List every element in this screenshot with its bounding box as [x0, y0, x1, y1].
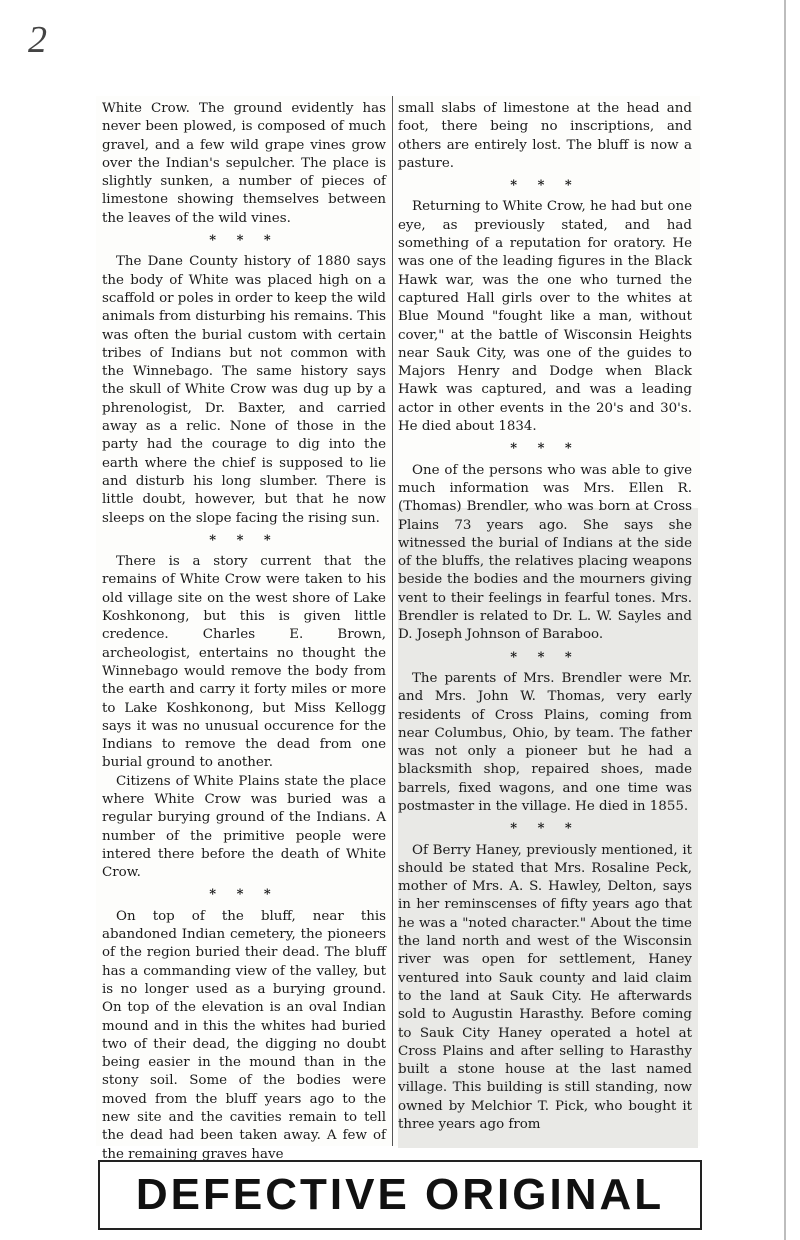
- section-separator: * * *: [510, 649, 580, 665]
- scan-edge: [784, 0, 786, 1240]
- column-rule: [392, 96, 393, 1146]
- article-paragraph: Of Berry Haney, previously mentioned, it should be stated that Mrs. Rosaline Peck, mother of Mrs. A. S. Hawley, Delton, says in her reminscenses of fifty years ago that he was a "noted character." About the time the land north and west of the Wisconsin river was open for settlement, Haney ventured into Sauk county and laid claim to the land at Sauk City. He afterwards sold to Augustin Harasthy. Before coming to Sauk City Haney operated a hotel at Cross Plains and after selling to Harasthy built a stone house at the last named village. This building is still standing, now owned by Melchior T. Pick, who bought it three years ago from: [398, 842, 692, 1133]
- section-separator: * * *: [510, 821, 580, 837]
- left-column: [102, 100, 386, 1164]
- section-separator: * * *: [209, 887, 279, 903]
- article-paragraph: There is a story current that the remains of White Crow were taken to his old village site on the west shore of Lake Koshkonong, but this is given little credence. Charles E. Brown, archeologist, entertains no thought the Winnebago would remove the body from the earth and carry it forty miles or more to Lake Koshkonong, but Miss Kellogg says it was no unusual occurence for the Indians to remove the dead from one burial ground to another.: [102, 554, 386, 771]
- article-paragraph: The Dane County history of 1880 says the body of White was placed high on a scaffold or poles in order to keep the wild animals from disturbing his remains. This was often the burial custom with certain tribes of Indians but not common with the Winnebago. The same history says the skull of White Crow was dug up by a phrenologist, Dr. Baxter, and carried away as a relic. None of those in the party had the courage to dig into the earth where the chief is supposed to lie and disturb his long slumber. There is little doubt, however, but that he now sleeps on the slope facing the rising sun.: [102, 254, 386, 526]
- section-separator: * * *: [510, 441, 580, 457]
- article-paragraph: The parents of Mrs. Brendler were Mr. and Mrs. John W. Thomas, very early residents of Cross Plains, coming from near Columbus, Ohio, by team. The father was not only a pioneer but he had a blacksmith shop, repaired shoes, made barrels, fixed wagons, and one time was postmaster in the village. He died in 1855.: [398, 670, 692, 814]
- page-number: 2: [28, 19, 47, 61]
- article-paragraph: On top of the bluff, near this abandoned Indian cemetery, the pioneers of the region buried their dead. The bluff has a commanding view of the valley, but is no longer used as a burying ground. On top of the elevation is an oval Indian mound and in this the whites had buried two of their dead, the digging no doubt being easier in the mound than in the stony soil. Some of the bodies were moved from the bluff years ago to the new site and the cavities remain to tell the dead had been taken away. A few of the remaining graves have: [102, 908, 386, 1162]
- right-column: [398, 100, 692, 1134]
- section-separator: * * *: [209, 532, 279, 548]
- article-paragraph: Citizens of White Plains state the place where White Crow was buried was a regular burying ground of the Indians. A number of the primitive people were intered there before the death of White Crow.: [102, 773, 386, 881]
- article-paragraph: Returning to White Crow, he had but one eye, as previously stated, and had something of a reputation for oratory. He was one of the leading figures in the Black Hawk war, was the one who turned the captured Hall girls over to the whites at Blue Mound "fought like a man, without cover," at the battle of Wisconsin Heights near Sauk City, was one of the guides to Majors Henry and Dodge when Black Hawk was captured, and was a leading actor in other events in the 20's and 30's. He died about 1834.: [398, 199, 692, 435]
- section-separator: * * *: [510, 178, 580, 194]
- article-paragraph: White Crow. The ground evidently has never been plowed, is composed of much gravel, and a few wild grape vines grow over the Indian's sepulcher. The place is slightly sunken, a number of pieces of limestone showing themselves between the leaves of the wild vines.: [102, 101, 386, 226]
- section-separator: * * *: [209, 233, 279, 249]
- article-paragraph: small slabs of limestone at the head and foot, there being no inscriptions, and others are entirely lost. The bluff is now a pasture.: [398, 101, 692, 171]
- newspaper-clipping: [96, 96, 700, 1162]
- defective-original-stamp: DEFECTIVE ORIGINAL: [98, 1160, 702, 1230]
- article-paragraph: One of the persons who was able to give much information was Mrs. Ellen R. (Thomas) Brendler, who was born at Cross Plains 73 years ago. She says she witnessed the burial of Indians at the side of the bluffs, the relatives placing weapons beside the bodies and the mourners giving vent to their feelings in fearful tones. Mrs. Brendler is related to Dr. L. W. Sayles and D. Joseph Johnson of Baraboo.: [398, 462, 692, 643]
